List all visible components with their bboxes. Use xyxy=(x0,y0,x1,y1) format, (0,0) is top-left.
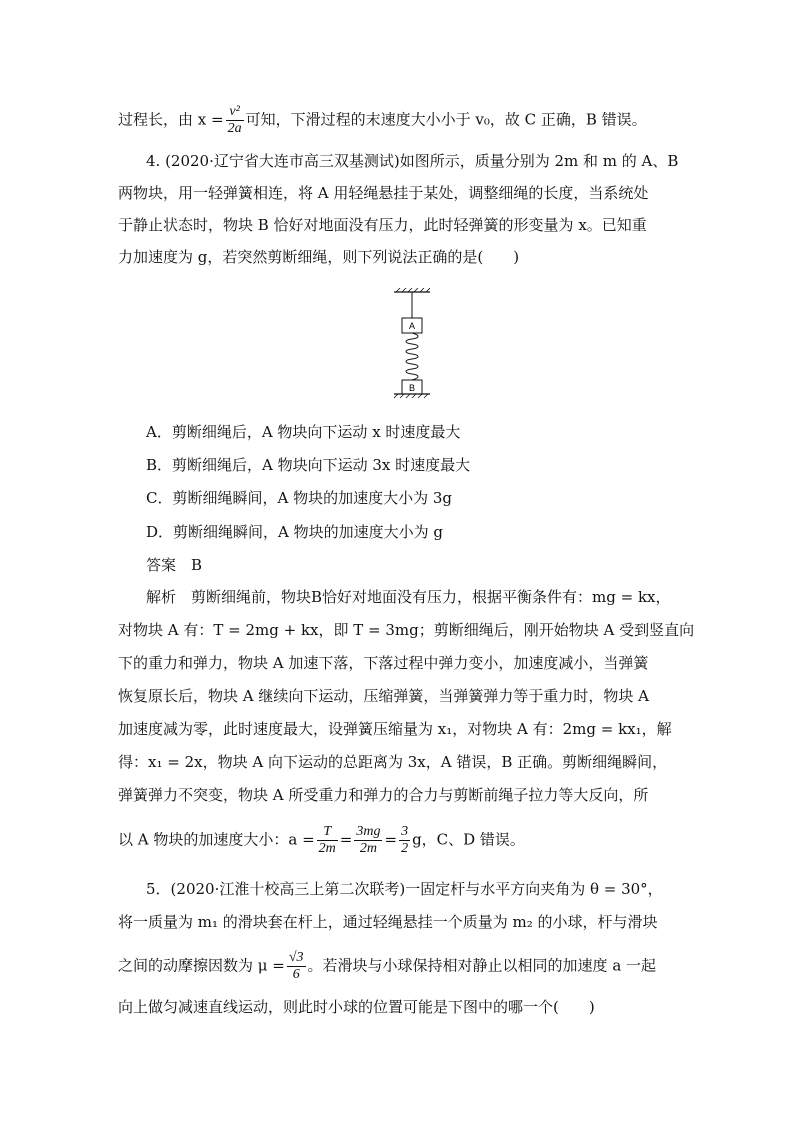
spring-blocks-figure xyxy=(394,288,430,400)
analysis-line: 弹簧弹力不突变，物块 A 所受重力和弹力的合力与剪断前绳子拉力等大反向，所 xyxy=(118,786,649,804)
q5-stem-line: 将一质量为 m₁ 的滑块套在杆上，通过轻绳悬挂一个质量为 m₂ 的小球，杆与滑块 xyxy=(118,913,658,931)
analysis-line: 得：x₁ = 2x，物块 A 向下运动的总距离为 3x，A 错误，B 正确。剪断细绳瞬间， xyxy=(118,753,668,771)
fraction-3mg-over-2m: $\frac{3mg}{2m}$ xyxy=(356,824,381,856)
mu-fraction: $\frac{√3}{6}$ xyxy=(288,950,304,982)
analysis-line: 下的重力和弹力，物块 A 加速下落，下落过程中弹力变小，加速度减小，当弹簧 xyxy=(118,654,649,672)
block-b-label: B xyxy=(408,383,416,393)
ceiling-hatch xyxy=(396,288,430,292)
option-a: A．剪断细绳后，A 物块向下运动 x 时速度最大 xyxy=(146,423,461,441)
analysis-line: 加速度减为零，此时速度最大，设弹簧压缩量为 x₁，对物块 A 有：2mg = kx₁，解 xyxy=(118,720,672,738)
fraction-3-over-2: $\frac{3}{2}$ xyxy=(401,824,409,856)
option-c: C．剪断细绳瞬间，A 物块的加速度大小为 3g xyxy=(146,489,452,507)
q5-stem-line: 向上做匀减速直线运动，则此时小球的位置可能是下图中的哪一个( ) xyxy=(118,998,595,1016)
prev-fraction: $\frac{\text{v²}}{2a}$ xyxy=(227,104,242,136)
analysis-line: 对物块 A 有：T = 2mg + kx，即 T = 3mg；剪断细绳后，刚开始物块 A 受到竖直向 xyxy=(118,621,695,639)
q5-stem-line: 5．(2020·江淮十校高三上第二次联考)一固定杆与水平方向夹角为 θ = 30°， xyxy=(146,880,663,898)
equals-sign: = xyxy=(339,830,353,849)
q4-stem-line: 于静止状态时，物块 B 恰好对地面没有压力，此时轻弹簧的形变量为 x。已知重 xyxy=(118,216,647,234)
spring xyxy=(406,333,418,380)
equals-sign: = xyxy=(384,830,398,849)
answer-line: 答案 B xyxy=(146,556,203,574)
ground-hatch xyxy=(394,394,428,398)
option-d: D．剪断细绳瞬间，A 物块的加速度大小为 g xyxy=(146,523,443,541)
prev-text-2: 可知，下滑过程的末速度大小小于 v₀，故 C 正确，B 错误。 xyxy=(245,110,647,129)
analysis-last-text-2: g，C、D 错误。 xyxy=(412,830,525,849)
analysis-last-line xyxy=(118,824,698,857)
q4-stem-line: 两物块，用一轻弹簧相连，将 A 用轻绳悬挂于某处，调整细绳的长度，当系统处 xyxy=(118,184,649,202)
option-b: B．剪断细绳后，A 物块向下运动 3x 时速度最大 xyxy=(146,456,471,474)
analysis-last-text-1: 以 A 物块的加速度大小：a = xyxy=(118,830,315,849)
q5-stem-line xyxy=(118,950,698,983)
analysis-line: 解析 剪断细绳前，物块B恰好对地面没有压力，根据平衡条件有：mg = kx， xyxy=(146,588,671,606)
q5-text-1: 之间的动摩擦因数为 μ = xyxy=(118,956,285,975)
q4-stem-line: 4. (2020·辽宁省大连市高三双基测试)如图所示，质量分别为 2m 和 m 的 A、B xyxy=(146,152,679,170)
prev-solution-line xyxy=(118,104,698,137)
prev-text-1: 过程长，由 x = xyxy=(118,110,224,129)
q5-text-2: 。若滑块与小球保持相对静止以相同的加速度 a 一起 xyxy=(307,956,657,975)
analysis-line: 恢复原长后，物块 A 继续向下运动，压缩弹簧，当弹簧弹力等于重力时，物块 A xyxy=(118,687,649,705)
block-a-label: A xyxy=(408,321,416,331)
q4-stem-line: 力加速度为 g，若突然剪断细绳，则下列说法正确的是( ) xyxy=(118,248,520,266)
fraction-t-over-2m: $\frac{T}{2m}$ xyxy=(318,824,336,856)
